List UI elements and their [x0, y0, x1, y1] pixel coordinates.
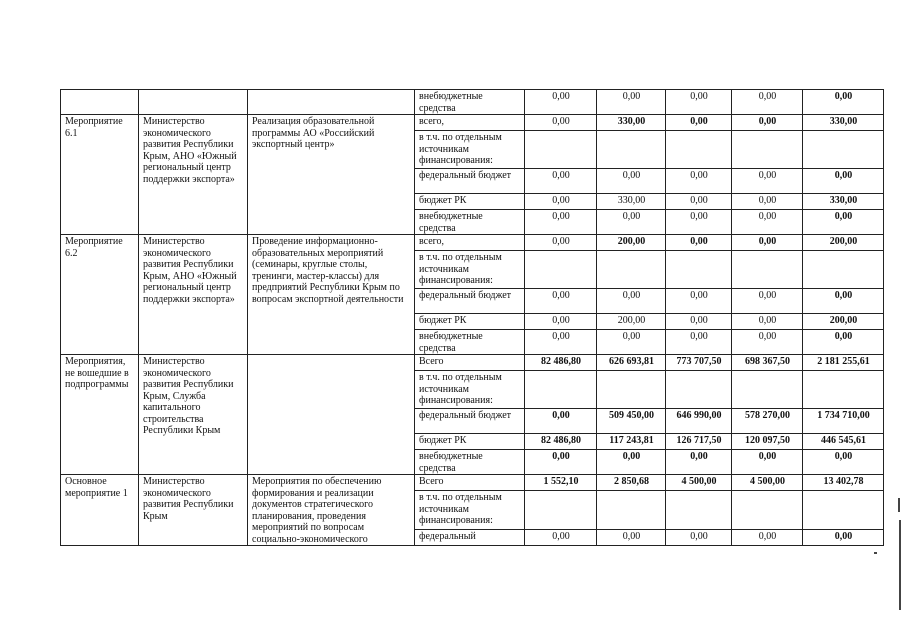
scan-mark [899, 520, 901, 610]
description-cell: Реализация образовательной программы АО «Российский экспортный центр» [248, 115, 415, 235]
amount-cell [803, 131, 884, 169]
amount-cell: 0,00 [525, 330, 597, 355]
amount-cell: 0,00 [732, 235, 803, 251]
table-row [61, 355, 884, 371]
amount-cell: 0,00 [732, 289, 803, 314]
amount-cell: 0,00 [803, 90, 884, 115]
amount-cell: 0,00 [666, 90, 732, 115]
amount-cell: 13 402,78 [803, 475, 884, 491]
amount-cell: 0,00 [666, 450, 732, 475]
amount-cell [803, 251, 884, 289]
amount-cell: 0,00 [525, 235, 597, 251]
amount-cell [666, 491, 732, 530]
table-row [61, 235, 884, 251]
amount-cell: 626 693,81 [597, 355, 666, 371]
amount-cell: 0,00 [803, 450, 884, 475]
amount-cell: 0,00 [525, 210, 597, 235]
amount-cell: 0,00 [666, 194, 732, 210]
amount-cell: 0,00 [597, 169, 666, 194]
amount-cell: 0,00 [732, 529, 803, 545]
funding-source-cell: в т.ч. по отдельным источникам финансирования: [415, 371, 525, 409]
amount-cell: 0,00 [732, 90, 803, 115]
amount-cell: 0,00 [525, 529, 597, 545]
amount-cell [732, 491, 803, 530]
funding-source-cell: Всего [415, 475, 525, 491]
amount-cell: 82 486,80 [525, 434, 597, 450]
amount-cell: 0,00 [732, 314, 803, 330]
amount-cell: 330,00 [597, 194, 666, 210]
executor-cell: Министерство экономического развития Республики Крым, Служба капитального строительства Республики Крым [139, 355, 248, 475]
funding-source-cell: в т.ч. по отдельным источникам финансирования: [415, 131, 525, 169]
funding-source-cell: бюджет РК [415, 194, 525, 210]
measure-id-cell [61, 90, 139, 115]
amount-cell: 0,00 [732, 115, 803, 131]
amount-cell [597, 251, 666, 289]
amount-cell: 4 500,00 [666, 475, 732, 491]
amount-cell: 0,00 [666, 169, 732, 194]
amount-cell [525, 251, 597, 289]
amount-cell: 0,00 [732, 330, 803, 355]
amount-cell: 117 243,81 [597, 434, 666, 450]
amount-cell: 200,00 [803, 314, 884, 330]
measure-id-cell: Мероприятие 6.1 [61, 115, 139, 235]
executor-cell: Министерство экономического развития Республики Крым, АНО «Южный региональный центр поддержки экспорта» [139, 115, 248, 235]
amount-cell: 120 097,50 [732, 434, 803, 450]
amount-cell: 330,00 [803, 194, 884, 210]
amount-cell: 330,00 [597, 115, 666, 131]
amount-cell: 200,00 [597, 235, 666, 251]
amount-cell: 0,00 [803, 210, 884, 235]
scan-mark [874, 552, 877, 554]
funding-source-cell: внебюджетные средства [415, 90, 525, 115]
amount-cell: 2 850,68 [597, 475, 666, 491]
amount-cell: 0,00 [597, 90, 666, 115]
amount-cell: 1 552,10 [525, 475, 597, 491]
funding-source-cell: Всего [415, 355, 525, 371]
amount-cell: 2 181 255,61 [803, 355, 884, 371]
amount-cell: 0,00 [666, 330, 732, 355]
amount-cell: 578 270,00 [732, 409, 803, 434]
amount-cell: 82 486,80 [525, 355, 597, 371]
amount-cell: 0,00 [803, 289, 884, 314]
table-row [61, 115, 884, 131]
measure-id-cell: Мероприятия, не вошедшие в подпрограммы [61, 355, 139, 475]
amount-cell [732, 251, 803, 289]
funding-source-cell: бюджет РК [415, 314, 525, 330]
funding-source-cell: внебюджетные средства [415, 330, 525, 355]
amount-cell [803, 491, 884, 530]
amount-cell: 0,00 [803, 169, 884, 194]
funding-source-cell: федеральный бюджет [415, 409, 525, 434]
amount-cell: 0,00 [732, 169, 803, 194]
amount-cell: 0,00 [666, 210, 732, 235]
amount-cell: 0,00 [525, 90, 597, 115]
scan-mark [898, 498, 900, 512]
funding-source-cell: федеральный бюджет [415, 169, 525, 194]
amount-cell [525, 131, 597, 169]
financing-table [60, 89, 884, 546]
amount-cell: 0,00 [666, 289, 732, 314]
amount-cell: 330,00 [803, 115, 884, 131]
amount-cell: 0,00 [732, 450, 803, 475]
measure-id-cell: Основное мероприятие 1 [61, 475, 139, 546]
amount-cell: 0,00 [597, 450, 666, 475]
amount-cell [666, 251, 732, 289]
amount-cell: 0,00 [597, 210, 666, 235]
funding-source-cell: бюджет РК [415, 434, 525, 450]
funding-source-cell: федеральный [415, 529, 525, 545]
amount-cell: 509 450,00 [597, 409, 666, 434]
funding-source-cell: внебюджетные средства [415, 210, 525, 235]
amount-cell [597, 131, 666, 169]
amount-cell: 0,00 [525, 169, 597, 194]
amount-cell [732, 131, 803, 169]
amount-cell: 0,00 [597, 529, 666, 545]
amount-cell: 0,00 [666, 115, 732, 131]
amount-cell [666, 131, 732, 169]
executor-cell [139, 90, 248, 115]
amount-cell: 0,00 [525, 115, 597, 131]
funding-source-cell: всего, [415, 235, 525, 251]
amount-cell: 646 990,00 [666, 409, 732, 434]
amount-cell: 0,00 [666, 529, 732, 545]
amount-cell [803, 371, 884, 409]
amount-cell: 0,00 [803, 529, 884, 545]
amount-cell: 698 367,50 [732, 355, 803, 371]
amount-cell: 4 500,00 [732, 475, 803, 491]
amount-cell: 0,00 [525, 194, 597, 210]
amount-cell: 0,00 [732, 210, 803, 235]
amount-cell: 0,00 [525, 314, 597, 330]
amount-cell [597, 491, 666, 530]
description-cell [248, 90, 415, 115]
amount-cell: 0,00 [597, 289, 666, 314]
funding-source-cell: в т.ч. по отдельным источникам финансирования: [415, 491, 525, 530]
amount-cell: 0,00 [666, 314, 732, 330]
amount-cell: 0,00 [525, 289, 597, 314]
description-cell [248, 355, 415, 475]
funding-source-cell: в т.ч. по отдельным источникам финансирования: [415, 251, 525, 289]
funding-source-cell: внебюджетные средства [415, 450, 525, 475]
measure-id-cell: Мероприятие 6.2 [61, 235, 139, 355]
executor-cell: Министерство экономического развития Республики Крым, АНО «Южный региональный центр поддержки экспорта» [139, 235, 248, 355]
description-cell: Мероприятия по обеспечению формирования и реализации документов стратегического планирования, проведения мероприятий по вопросам социально-экономического [248, 475, 415, 546]
amount-cell: 200,00 [597, 314, 666, 330]
amount-cell: 0,00 [597, 330, 666, 355]
amount-cell [597, 371, 666, 409]
amount-cell: 0,00 [732, 194, 803, 210]
funding-source-cell: всего, [415, 115, 525, 131]
description-cell: Проведение информационно-образовательных мероприятий (семинары, круглые столы, тренинги, мастер-классы) для предприятий Республики Крым по вопросам экспортной деятельности [248, 235, 415, 355]
amount-cell [666, 371, 732, 409]
amount-cell: 446 545,61 [803, 434, 884, 450]
amount-cell: 1 734 710,00 [803, 409, 884, 434]
amount-cell: 0,00 [525, 450, 597, 475]
amount-cell: 126 717,50 [666, 434, 732, 450]
executor-cell: Министерство экономического развития Республики Крым [139, 475, 248, 546]
table-row [61, 475, 884, 491]
table-row [61, 90, 884, 115]
amount-cell: 0,00 [803, 330, 884, 355]
amount-cell: 0,00 [666, 235, 732, 251]
amount-cell [525, 491, 597, 530]
amount-cell [525, 371, 597, 409]
amount-cell: 773 707,50 [666, 355, 732, 371]
amount-cell [732, 371, 803, 409]
amount-cell: 200,00 [803, 235, 884, 251]
amount-cell: 0,00 [525, 409, 597, 434]
funding-source-cell: федеральный бюджет [415, 289, 525, 314]
